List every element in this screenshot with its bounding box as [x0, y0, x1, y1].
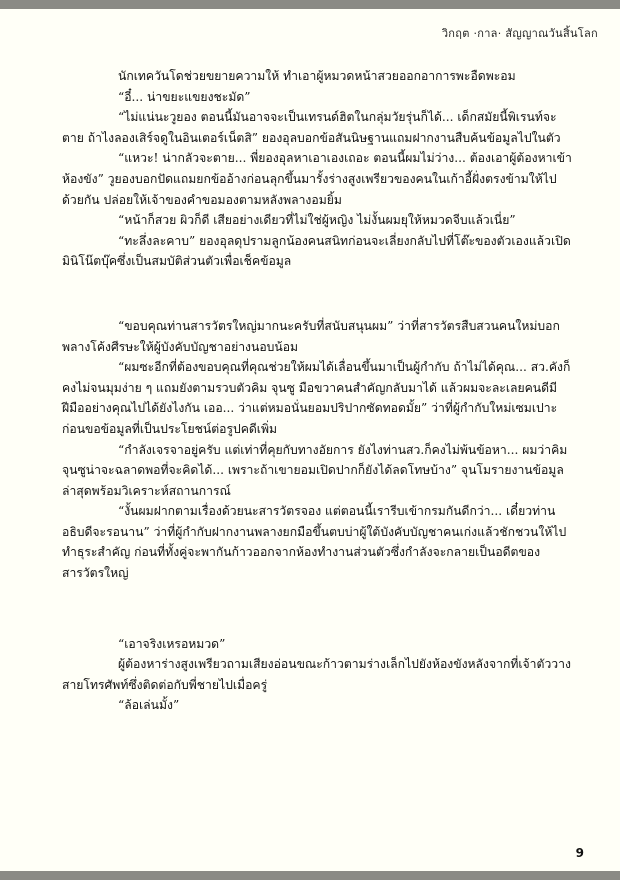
paragraph: “อี๋... น่าขยะแขยงชะมัด”: [118, 89, 251, 104]
paragraph: นักเทควันโดช่วยขยายความให้ ทำเอาผู้หมวดหน้าสวยออกอาการพะอืดพะอม: [118, 69, 516, 83]
section-break: [62, 584, 576, 634]
section-break: [62, 272, 576, 316]
top-border-band: [0, 0, 620, 9]
paragraph: “กำลังเจรจาอยู่ครับ แต่เท่าที่คุยกับทางอัยการ ยังไงท่านสว.ก็คงไม่พ้นข้อหา... ผมว่าคิม จุนซูน่าจะฉลาดพอที่จะคิดได้... เพราะถ้าเขายอมเปิดปากก็ยังได้ลดโทษบ้าง” จุนโมรายงานข้อมูลล่าสุดพร้อมวิเคราะห์สถานการณ์: [62, 442, 568, 498]
paragraph: ผู้ต้องหาร่างสูงเพรียวถามเสียงอ่อนขณะก้าวตามร่างเล็กไปยังห้องขังหลังจากที่เจ้าตัววางสายโทรศัพท์ซึ่งติดต่อกับพี่ชายไปเมื่อครู่: [62, 657, 571, 692]
paragraph: “ล้อเล่นมั้ง”: [118, 698, 180, 713]
paragraph: “ขอบคุณท่านสารวัตรใหญ่มากนะครับที่สนับสนุนผม” ว่าที่สารวัตรสืบสวนคนใหม่บอกพลางโค้งศีรษะให้ผู้บังคับบัญชาอย่างนอบน้อม: [62, 318, 560, 354]
paragraph: “งั้นผมฝากตามเรื่องด้วยนะสารวัตรจอง แต่ตอนนี้เรารีบเข้ากรมกันดีกว่า... เดี๋ยวท่านอธิบดีจะรอนาน” ว่าที่ผู้กำกับฝากงานพลางยกมือขึ้นตบบ่าผู้ใต้บังคับบัญชาคนเก่งแล้วชักชวนให้ไปทำธุระสำคัญ ก่อนที่ทั้งคู่จะพากันก้าวออกจากห้องทำงานส่วนตัวซึ่งกำลังจะกลายเป็นอดีตของสารวัตรใหญ่: [62, 504, 567, 581]
body-text: [62, 66, 576, 716]
paragraph: “หน้าก็สวย ผิวก็ดี เสียอย่างเดียวที่ไม่ใช่ผู้หญิง ไม่งั้นผมยุให้หมวดจีบแล้วเนี่ย”: [118, 213, 516, 228]
page-number: 9: [575, 846, 584, 860]
running-header-title: วิกฤต ·กาล· สัญญาณวันสิ้นโลก: [441, 27, 598, 40]
bottom-border-band: [0, 871, 620, 880]
paragraph: “ไม่แน่นะวูยอง ตอนนี้มันอาจจะเป็นเทรนด์ฮิตในกลุ่มวัยรุ่นก็ได้... เด็กสมัยนี้พิเรนท์จะตาย ถ้าไงลองเสิร์จดูในอินเตอร์เน็ตสิ” ยองอุลบอกข้อสันนิษฐานแถมฝากงานสืบค้นข้อมูลไปในตัว: [62, 110, 561, 145]
paragraph: “ทะลึ่งละคาบ” ยองอุลดุปรามลูกน้องคนสนิทก่อนจะเลี่ยงกลับไปที่โต๊ะของตัวเองแล้วเปิดมินิโน๊ตบุ๊คซึ่งเป็นสมบัติส่วนตัวเพื่อเช็คข้อมูล: [62, 233, 571, 269]
paragraph: “แหวะ! น่ากลัวจะตาย... พี่ยองอุลหาเอาเองเถอะ ตอนนี้ผมไม่ว่าง... ต้องเอาผู้ต้องหาเข้าห้องขัง” วูยองบอกปัดแถมยกข้ออ้างก่อนลุกขึ้นมารั้งร่างสูงเพรียวของคนในเก้าอี้ฝั่งตรงข้ามให้ไปด้วยกัน ปล่อยให้เจ้าของคำขอมองตามหลังพลางอมยิ้ม: [62, 151, 572, 207]
paragraph: “ผมซะอีกที่ต้องขอบคุณที่คุณช่วยให้ผมได้เลื่อนขึ้นมาเป็นผู้กำกับ ถ้าไม่ได้คุณ... สว.คังก็คงไม่จนมุมง่าย ๆ แถมยังตามรวบตัวคิม จุนซู มือขวาคนสำคัญกลับมาได้ แล้วผมจะละเลยคนดีมีฝีมืออย่างคุณไปได้ยังไงกัน เออ... ว่าแต่หมอนั่นยอมปริปากซัดทอดมั้ย” ว่าที่ผู้กำกับใหม่เซมเปาะก่อนขอข้อมูลที่เป็นประโยชน์ต่อรูปคดีเพิ่ม: [62, 360, 571, 436]
paragraph: “เอาจริงเหรอหมวด”: [118, 636, 226, 651]
